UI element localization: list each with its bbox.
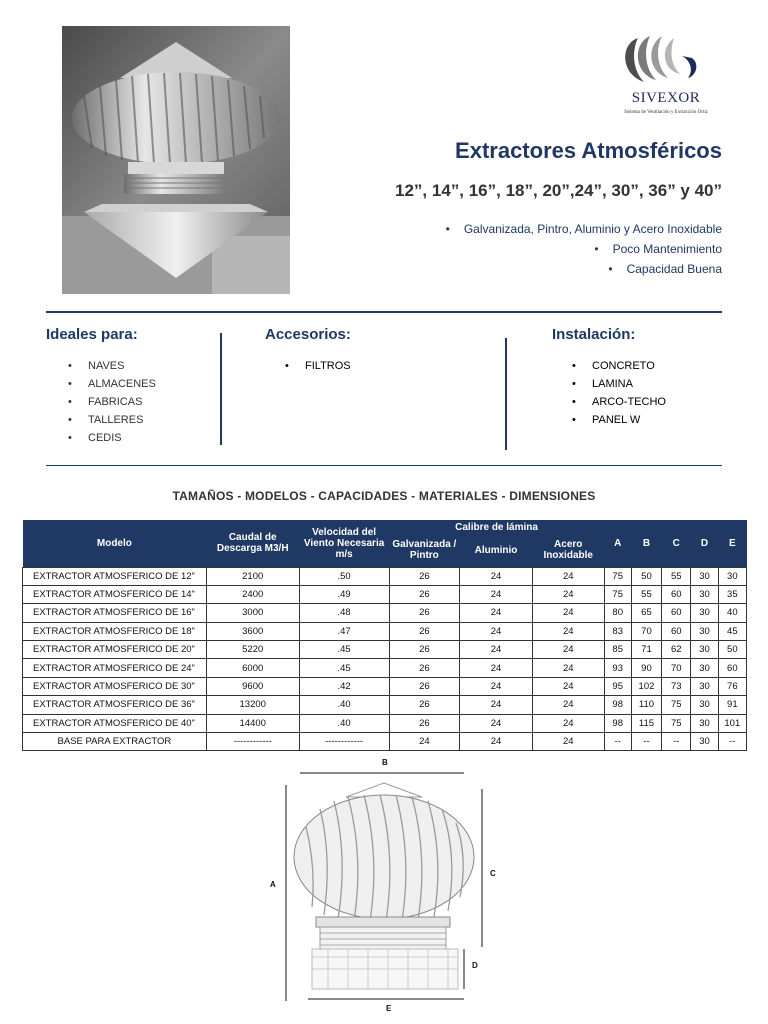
cell-acero: 24	[532, 641, 604, 659]
bullet-icon: •	[285, 360, 289, 372]
cell-model: EXTRACTOR ATMOSFERICO DE 16"	[23, 604, 207, 622]
cell-dim-d: 30	[691, 604, 718, 622]
cell-aluminio: 24	[460, 641, 533, 659]
list-item	[568, 411, 666, 429]
list-item-text: PANEL W	[592, 414, 641, 426]
cell-dim-d: 30	[691, 677, 718, 695]
cell-dim-a: --	[604, 733, 631, 751]
table-row	[23, 733, 747, 751]
cell-galvanizada: 26	[389, 696, 460, 714]
list-item-text: TALLERES	[88, 414, 144, 426]
turbine-photo-illustration	[62, 26, 290, 294]
ideales-list	[46, 357, 156, 447]
cell-caudal: ------------	[206, 733, 299, 751]
cell-dim-d: 30	[691, 567, 718, 585]
table-row	[23, 622, 747, 640]
bullet-icon: •	[572, 414, 576, 426]
cell-dim-c: 55	[662, 567, 691, 585]
brand-name: SIVEXOR	[631, 90, 701, 106]
header-acero: Acero Inoxidable	[532, 534, 604, 567]
table-section-title: TAMAÑOS - MODELOS - CAPACIDADES - MATERIALES - DIMENSIONES	[172, 489, 596, 503]
cell-dim-d: 30	[691, 714, 718, 732]
cell-aluminio: 24	[460, 585, 533, 603]
cell-dim-d: 30	[691, 585, 718, 603]
instalacion-heading: Instalación:	[552, 326, 636, 343]
bullet-icon: •	[608, 262, 613, 276]
feature-text: Capacidad Buena	[626, 262, 722, 276]
cell-caudal: 3600	[206, 622, 299, 640]
cell-aluminio: 24	[460, 714, 533, 732]
cell-dim-a: 75	[604, 585, 631, 603]
list-item-text: ARCO-TECHO	[592, 396, 666, 408]
feature-item	[446, 219, 722, 239]
cell-galvanizada: 26	[389, 659, 460, 677]
bullet-icon: •	[572, 396, 576, 408]
cell-dim-c: 73	[662, 677, 691, 695]
cell-caudal: 14400	[206, 714, 299, 732]
cell-galvanizada: 26	[389, 604, 460, 622]
bullet-icon: •	[68, 360, 72, 372]
header-e: E	[718, 520, 746, 567]
table-row	[23, 585, 747, 603]
list-item	[64, 393, 156, 411]
cell-dim-a: 83	[604, 622, 631, 640]
bullet-icon: •	[68, 396, 72, 408]
cell-velocidad: .40	[299, 696, 389, 714]
column-divider	[220, 333, 222, 445]
cell-dim-e: 50	[718, 641, 746, 659]
cell-dim-e: 30	[718, 567, 746, 585]
cell-model: BASE PARA EXTRACTOR	[23, 733, 207, 751]
column-divider	[505, 338, 507, 450]
cell-dim-c: 62	[662, 641, 691, 659]
cell-aluminio: 24	[460, 696, 533, 714]
cell-model: EXTRACTOR ATMOSFERICO DE 20"	[23, 641, 207, 659]
table-row	[23, 604, 747, 622]
bullet-icon: •	[572, 378, 576, 390]
table-row	[23, 659, 747, 677]
cell-aluminio: 24	[460, 604, 533, 622]
brand-tagline: Sistema de Ventilación y Extracción Ortiz	[624, 110, 708, 115]
cell-acero: 24	[532, 567, 604, 585]
dimension-label-a: A	[270, 880, 276, 889]
cell-dim-c: 75	[662, 714, 691, 732]
header-d: D	[691, 520, 718, 567]
cell-caudal: 2100	[206, 567, 299, 585]
list-item	[281, 357, 351, 375]
list-item-text: LAMINA	[592, 378, 633, 390]
cell-acero: 24	[532, 696, 604, 714]
cell-caudal: 9600	[206, 677, 299, 695]
available-sizes: 12”, 14”, 16”, 18”, 20”,24”, 30”, 36” y 40”	[395, 181, 722, 200]
cell-dim-e: 45	[718, 622, 746, 640]
cell-dim-d: 30	[691, 641, 718, 659]
list-item-text: CEDIS	[88, 432, 122, 444]
list-item	[568, 393, 666, 411]
bullet-icon: •	[68, 378, 72, 390]
page-title: Extractores Atmosféricos	[455, 138, 722, 163]
cell-dim-a: 95	[604, 677, 631, 695]
cell-galvanizada: 26	[389, 585, 460, 603]
brand-logo	[610, 30, 722, 122]
cell-galvanizada: 24	[389, 733, 460, 751]
cell-acero: 24	[532, 659, 604, 677]
bullet-icon: •	[445, 222, 450, 236]
cell-galvanizada: 26	[389, 677, 460, 695]
cell-model: EXTRACTOR ATMOSFERICO DE 12"	[23, 567, 207, 585]
cell-acero: 24	[532, 585, 604, 603]
cell-dim-e: 35	[718, 585, 746, 603]
cell-dim-b: --	[631, 733, 661, 751]
list-item-text: ALMACENES	[88, 378, 156, 390]
cell-acero: 24	[532, 677, 604, 695]
cell-dim-a: 80	[604, 604, 631, 622]
header-b: B	[631, 520, 661, 567]
cell-dim-e: 91	[718, 696, 746, 714]
cell-dim-b: 50	[631, 567, 661, 585]
cell-model: EXTRACTOR ATMOSFERICO DE 24"	[23, 659, 207, 677]
cell-model: EXTRACTOR ATMOSFERICO DE 30"	[23, 677, 207, 695]
cell-dim-e: --	[718, 733, 746, 751]
cell-dim-b: 65	[631, 604, 661, 622]
cell-acero: 24	[532, 604, 604, 622]
cell-galvanizada: 26	[389, 567, 460, 585]
cell-dim-a: 98	[604, 714, 631, 732]
cell-velocidad: .42	[299, 677, 389, 695]
header-a: A	[604, 520, 631, 567]
cell-dim-e: 40	[718, 604, 746, 622]
turbine-drawing-illustration	[268, 757, 500, 1019]
cell-dim-d: 30	[691, 696, 718, 714]
cell-aluminio: 24	[460, 733, 533, 751]
cell-aluminio: 24	[460, 567, 533, 585]
cell-dim-c: --	[662, 733, 691, 751]
ideales-section	[46, 326, 156, 447]
section-divider-bottom	[46, 465, 722, 466]
cell-dim-c: 60	[662, 604, 691, 622]
dimension-label-b: B	[382, 758, 388, 767]
table-row	[23, 677, 747, 695]
cell-dim-a: 98	[604, 696, 631, 714]
instalacion-section	[552, 326, 666, 429]
feature-text: Poco Mantenimiento	[612, 242, 722, 256]
cell-dim-c: 70	[662, 659, 691, 677]
list-item	[64, 375, 156, 393]
cell-acero: 24	[532, 622, 604, 640]
cell-dim-b: 115	[631, 714, 661, 732]
dimension-label-c: C	[490, 869, 496, 878]
cell-caudal: 13200	[206, 696, 299, 714]
section-divider-top	[46, 311, 722, 313]
list-item	[568, 357, 666, 375]
list-item-text: CONCRETO	[592, 360, 655, 372]
cell-dim-e: 101	[718, 714, 746, 732]
table-row	[23, 641, 747, 659]
list-item-text: NAVES	[88, 360, 125, 372]
table-row	[23, 567, 747, 585]
cell-dim-d: 30	[691, 733, 718, 751]
cell-dim-e: 60	[718, 659, 746, 677]
bullet-icon: •	[68, 432, 72, 444]
header-aluminio: Aluminio	[460, 534, 533, 567]
cell-dim-b: 90	[631, 659, 661, 677]
cell-dim-a: 75	[604, 567, 631, 585]
header-velocidad: Velocidad del Viento Necesaria m/s	[299, 520, 389, 567]
cell-model: EXTRACTOR ATMOSFERICO DE 36"	[23, 696, 207, 714]
cell-acero: 24	[532, 714, 604, 732]
cell-dim-b: 110	[631, 696, 661, 714]
cell-velocidad: .48	[299, 604, 389, 622]
cell-dim-d: 30	[691, 622, 718, 640]
cell-caudal: 5220	[206, 641, 299, 659]
header-modelo: Modelo	[23, 520, 207, 567]
cell-caudal: 6000	[206, 659, 299, 677]
feature-text: Galvanizada, Pintro, Aluminio y Acero Inoxidable	[463, 222, 722, 236]
ideales-heading: Ideales para:	[46, 326, 138, 343]
cell-dim-c: 60	[662, 585, 691, 603]
cell-velocidad: ------------	[299, 733, 389, 751]
list-item	[64, 357, 156, 375]
cell-dim-b: 55	[631, 585, 661, 603]
cell-aluminio: 24	[460, 677, 533, 695]
cell-velocidad: .40	[299, 714, 389, 732]
table-row	[23, 714, 747, 732]
instalacion-list	[552, 357, 666, 429]
header-galvanizada: Galvanizada / Pintro	[389, 534, 460, 567]
cell-velocidad: .50	[299, 567, 389, 585]
list-item	[64, 411, 156, 429]
bullet-icon: •	[68, 414, 72, 426]
cell-dim-d: 30	[691, 659, 718, 677]
accesorios-heading: Accesorios:	[265, 326, 351, 343]
cell-caudal: 3000	[206, 604, 299, 622]
cell-dim-c: 60	[662, 622, 691, 640]
dimension-label-d: D	[472, 961, 478, 970]
cell-model: EXTRACTOR ATMOSFERICO DE 40"	[23, 714, 207, 732]
cell-dim-b: 71	[631, 641, 661, 659]
header-calibre: Calibre de lámina	[389, 520, 604, 534]
feature-item	[446, 259, 722, 279]
cell-dim-b: 70	[631, 622, 661, 640]
table-row	[23, 696, 747, 714]
cell-galvanizada: 26	[389, 641, 460, 659]
header-caudal: Caudal de Descarga M3/H	[206, 520, 299, 567]
accesorios-section	[265, 326, 351, 375]
cell-velocidad: .47	[299, 622, 389, 640]
cell-velocidad: .45	[299, 641, 389, 659]
cell-velocidad: .49	[299, 585, 389, 603]
feature-item	[446, 239, 722, 259]
header-c: C	[662, 520, 691, 567]
spec-table-body	[23, 567, 747, 751]
cell-dim-e: 76	[718, 677, 746, 695]
list-item-text: FILTROS	[305, 360, 351, 372]
cell-galvanizada: 26	[389, 714, 460, 732]
list-item	[568, 375, 666, 393]
accesorios-list	[265, 357, 351, 375]
cell-acero: 24	[532, 733, 604, 751]
cell-dim-b: 102	[631, 677, 661, 695]
cell-aluminio: 24	[460, 659, 533, 677]
cell-velocidad: .45	[299, 659, 389, 677]
cell-dim-a: 85	[604, 641, 631, 659]
cell-model: EXTRACTOR ATMOSFERICO DE 18"	[23, 622, 207, 640]
bullet-icon: •	[594, 242, 599, 256]
cell-aluminio: 24	[460, 622, 533, 640]
cell-dim-a: 93	[604, 659, 631, 677]
cell-galvanizada: 26	[389, 622, 460, 640]
dimension-diagram	[268, 757, 500, 1019]
list-item	[64, 429, 156, 447]
cell-model: EXTRACTOR ATMOSFERICO DE 14"	[23, 585, 207, 603]
spec-table	[22, 520, 747, 751]
list-item-text: FABRICAS	[88, 396, 143, 408]
logo-mark-icon	[610, 30, 722, 90]
dimension-label-e: E	[386, 1004, 392, 1013]
bullet-icon: •	[572, 360, 576, 372]
feature-list	[446, 219, 722, 279]
cell-dim-c: 75	[662, 696, 691, 714]
product-photo	[62, 26, 290, 294]
cell-caudal: 2400	[206, 585, 299, 603]
